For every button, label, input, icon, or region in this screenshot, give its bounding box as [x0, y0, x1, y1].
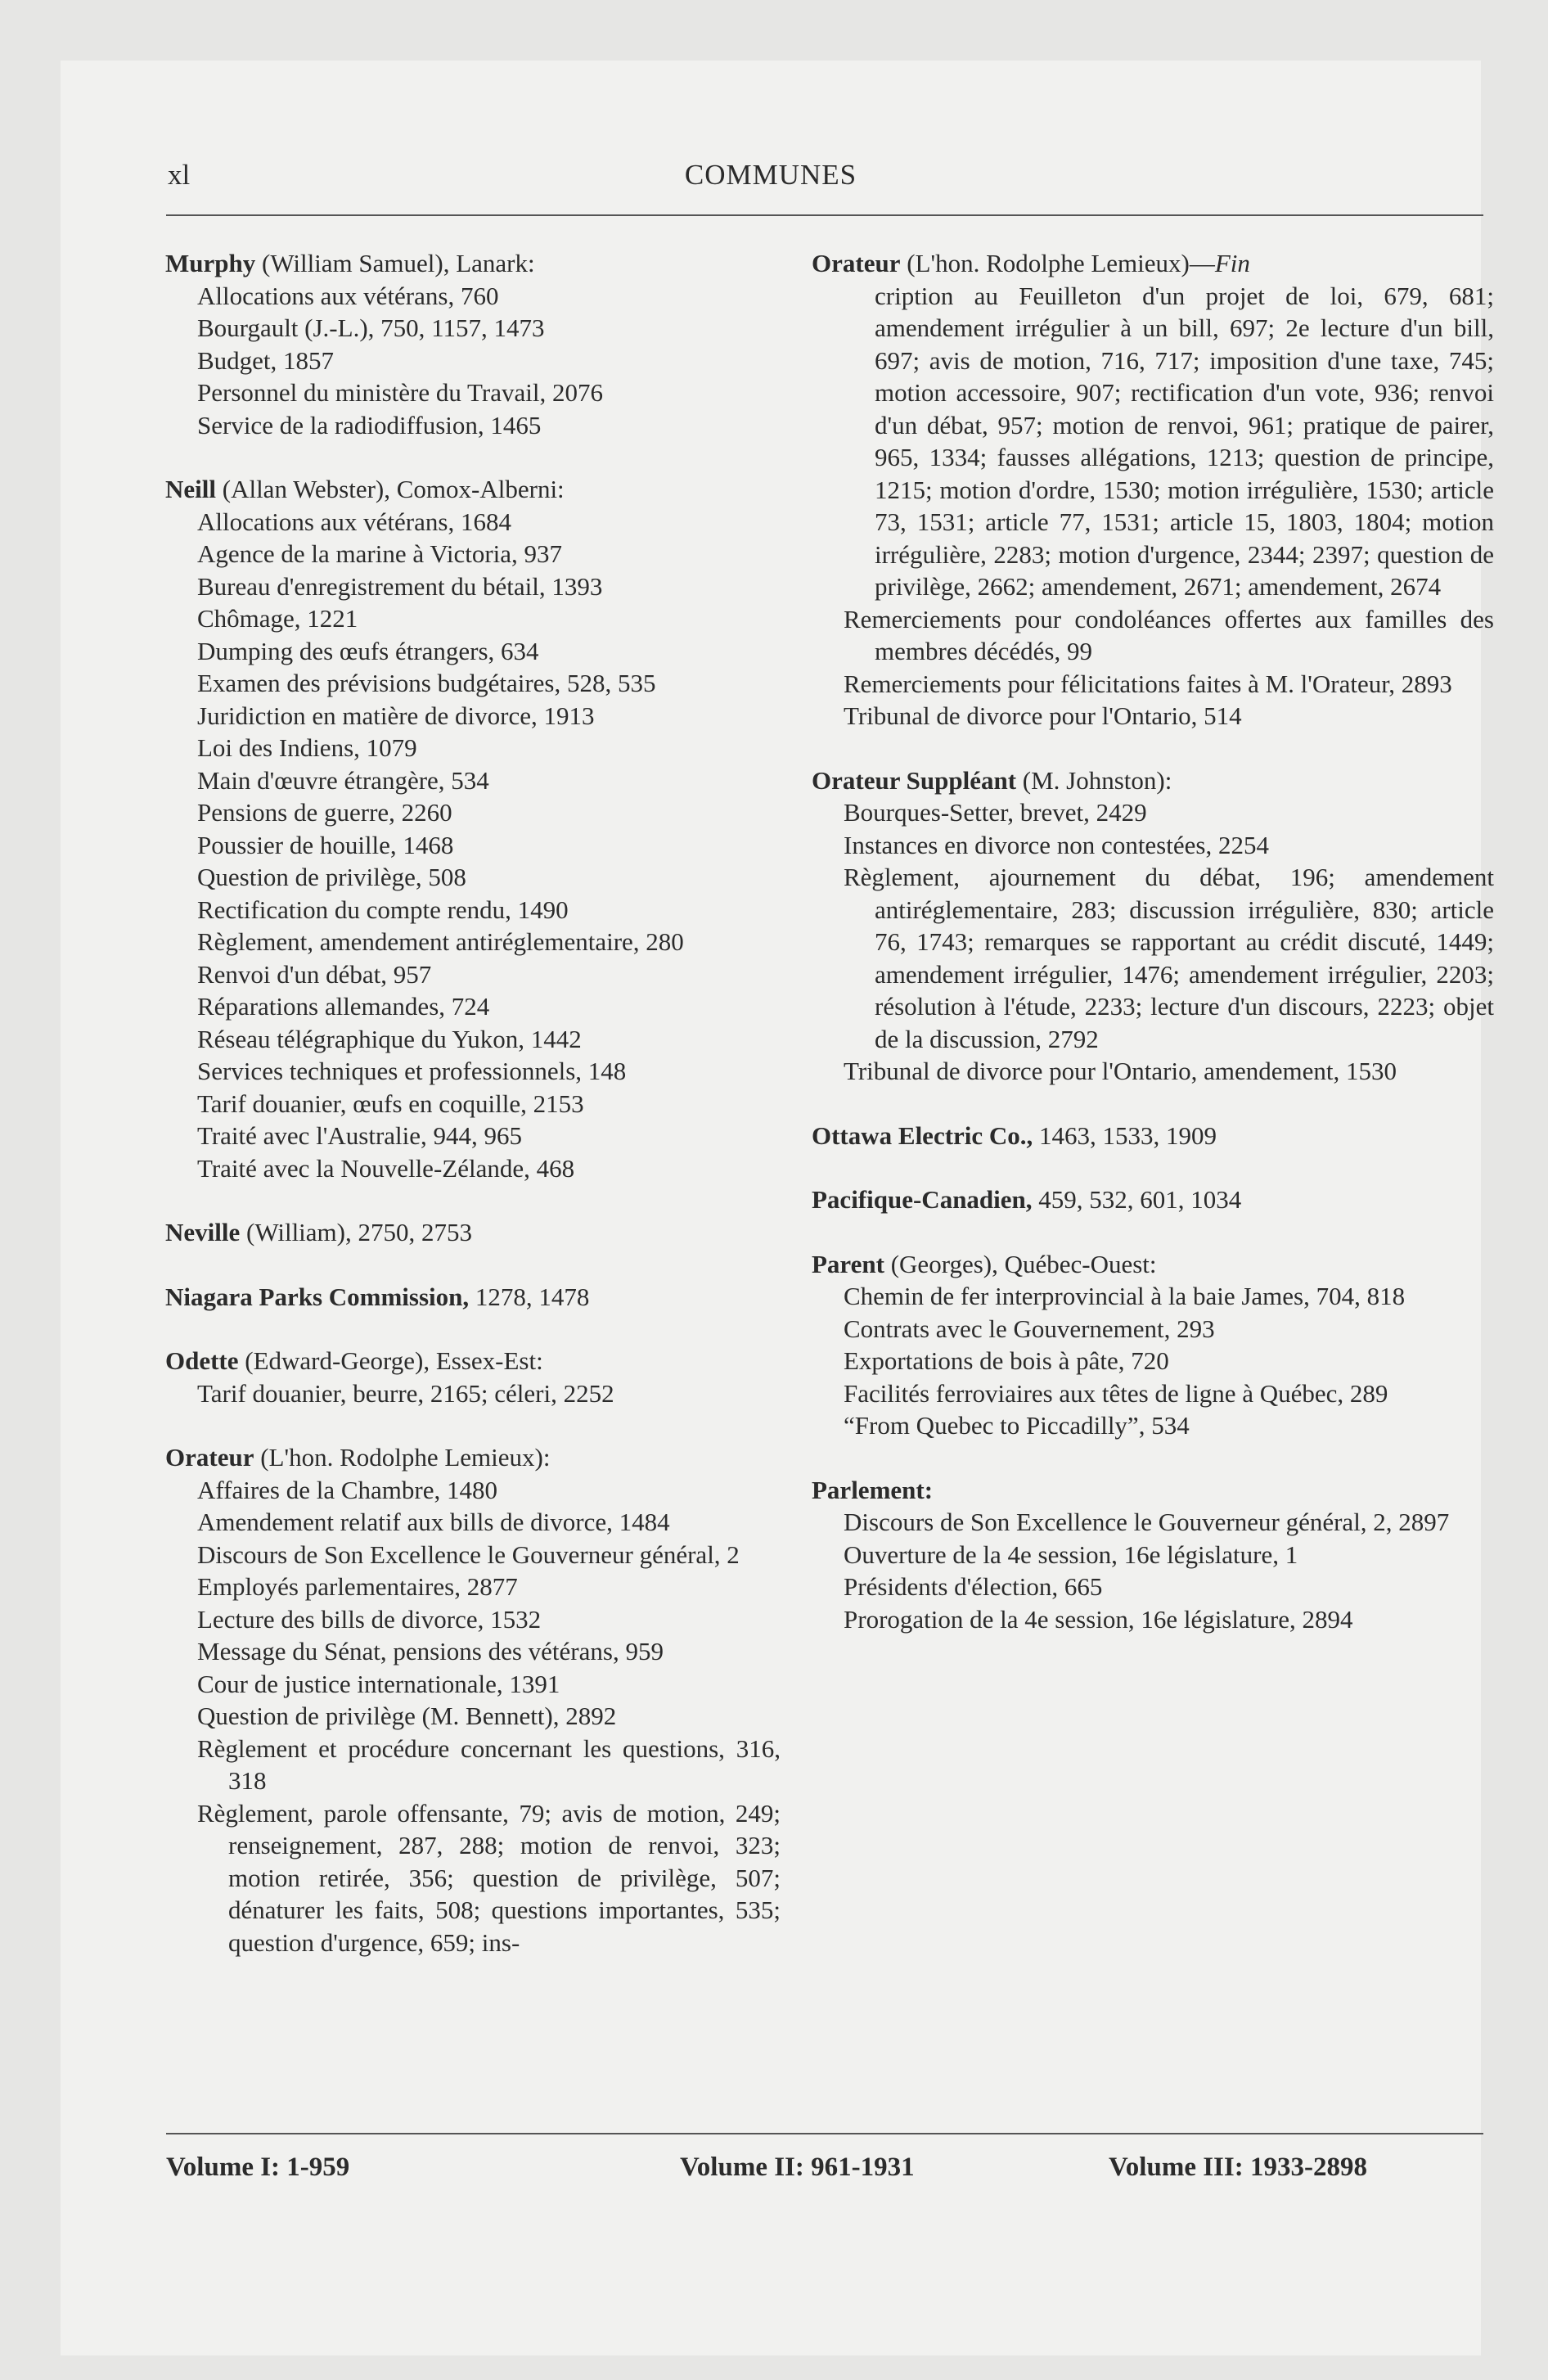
- footer-rule: [166, 2133, 1483, 2134]
- sub-entry: Juridiction en matière de divorce, 1913: [197, 701, 595, 730]
- index-entry: [165, 247, 781, 441]
- sub-entry: Réseau télégraphique du Yukon, 1442: [197, 1024, 582, 1053]
- sub-entry: Bureau d'enregistrement du bétail, 1393: [197, 571, 603, 601]
- sub-entry: Services techniques et professionnels, 148: [197, 1057, 627, 1085]
- sub-entry: Traité avec l'Australie, 944, 965: [197, 1121, 523, 1150]
- sub-entry: Pensions de guerre, 2260: [197, 798, 452, 827]
- sub-entry: Poussier de houille, 1468: [197, 830, 454, 859]
- sub-entry: Chômage, 1221: [197, 604, 358, 633]
- entry-heading: [165, 1281, 781, 1314]
- sub-entry: Question de privilège (M. Bennett), 2892: [197, 1702, 617, 1730]
- entry-heading: [165, 1345, 781, 1377]
- sub-entry: Service de la radiodiffusion, 1465: [197, 410, 542, 439]
- sub-entry: Règlement, amendement antiréglementaire, 280: [197, 927, 684, 956]
- index-entry: [812, 1474, 1494, 1636]
- entry-name: Ottawa Electric Co.,: [812, 1120, 1033, 1150]
- sub-entry: Tarif douanier, œufs en coquille, 2153: [197, 1089, 584, 1118]
- sub-entry: Loi des Indiens, 1079: [197, 733, 417, 762]
- sub-entry: Tribunal de divorce pour l'Ontario, amendement, 1530: [844, 1057, 1397, 1085]
- index-entry: [165, 1441, 781, 1959]
- volume-3-range: Volume III: 1933-2898: [1109, 2152, 1367, 2182]
- sub-entry: Affaires de la Chambre, 1480: [197, 1475, 498, 1504]
- entry-qualifier: (William Samuel), Lanark:: [255, 249, 535, 277]
- entry-qualifier: 459, 532, 601, 1034: [1032, 1185, 1242, 1214]
- sub-entry: cription au Feuilleton d'un projet de loi, 679, 681; amendement irrégulier à un bill, 697; 2e lecture d'un bill, 697; avis de motion, 716, 717; imposition d'une taxe, 745; motion accessoire, 907; rectification d'un vote, 936; renvoi d'un débat, 957; motion de renvoi, 961; pratique de pairer, 965, 1334; fausses allégations, 1213; question de principe, 1215; motion d'ordre, 1530; motion irrégulière, 1530; article 73, 1531; article 77, 1531; article 15, 1803, 1804; motion irrégulière, 2283; motion d'urgence, 2344; 2397; question de privilège, 2662; amendement, 2671; amendement, 2674: [875, 281, 1494, 601]
- entry-name: Pacifique-Canadien,: [812, 1185, 1033, 1214]
- entry-heading: [812, 247, 1494, 280]
- volume-1-range: Volume I: 1-959: [166, 2152, 350, 2182]
- header-rule: [166, 214, 1483, 216]
- index-entry: [165, 1216, 781, 1249]
- sub-entry: Main d'œuvre étrangère, 534: [197, 765, 489, 795]
- sub-entry: Facilités ferroviaires aux têtes de ligne à Québec, 289: [844, 1378, 1388, 1408]
- sub-entry: Budget, 1857: [197, 345, 335, 375]
- page-header: [61, 61, 1481, 257]
- sub-entry: Remerciements pour félicitations faites à M. l'Orateur, 2893: [844, 669, 1452, 698]
- sub-entry: Remerciements pour condoléances offertes aux familles des membres décédés, 99: [844, 604, 1494, 665]
- sub-entry: Message du Sénat, pensions des vétérans, 959: [197, 1637, 664, 1666]
- index-entry: [812, 247, 1494, 732]
- entry-qualifier: (Georges), Québec-Ouest:: [884, 1249, 1157, 1278]
- entry-name: Odette: [165, 1346, 239, 1375]
- entry-heading: [812, 1248, 1494, 1281]
- sub-entry: Discours de Son Excellence le Gouverneur général, 2, 2897: [844, 1508, 1450, 1536]
- sub-entry: Règlement, ajournement du débat, 196; amendement antiréglementaire, 283; discussion irrégulière, 830; article 76, 1743; remarques se rapportant au crédit discuté, 1449; amendement irrégulier, 1476; amendement irrégulier, 2203; résolution à l'étude, 2233; lecture d'un discours, 2223; objet de la discussion, 2792: [844, 863, 1494, 1053]
- entry-heading: [812, 1183, 1494, 1216]
- volume-2-range: Volume II: 961-1931: [680, 2152, 915, 2182]
- sub-entry: Règlement, parole offensante, 79; avis de motion, 249; renseignement, 287, 288; motion de renvoi, 323; motion retirée, 356; question de privilège, 507; dénaturer les faits, 508; questions importantes, 535; question d'urgence, 659; ins-: [197, 1798, 781, 1957]
- entry-name: Parent: [812, 1249, 884, 1278]
- sub-entry: Contrats avec le Gouvernement, 293: [844, 1314, 1215, 1343]
- right-column: [812, 247, 1494, 1667]
- sub-entry: Rectification du compte rendu, 1490: [197, 895, 569, 924]
- sub-entry: Traité avec la Nouvelle-Zélande, 468: [197, 1153, 575, 1183]
- entry-name: Orateur: [812, 249, 901, 277]
- running-head: COMMUNES: [684, 159, 857, 191]
- entry-qualifier: 1463, 1533, 1909: [1033, 1120, 1217, 1150]
- sub-entry: Examen des prévisions budgétaires, 528, 535: [197, 669, 656, 697]
- index-entry: [812, 764, 1494, 1088]
- sub-entry: Réparations allemandes, 724: [197, 992, 490, 1021]
- sub-entry: Agence de la marine à Victoria, 937: [197, 539, 563, 568]
- index-entry: [165, 473, 781, 1184]
- sub-entry: Question de privilège, 508: [197, 863, 466, 891]
- entry-heading: [165, 247, 781, 280]
- entry-qualifier: (William), 2750, 2753: [240, 1218, 472, 1246]
- entry-name: Neville: [165, 1218, 241, 1246]
- sub-entry: Prorogation de la 4e session, 16e législature, 2894: [844, 1604, 1353, 1634]
- index-entry: [812, 1248, 1494, 1442]
- sub-entry: Présidents d'élection, 665: [844, 1572, 1103, 1601]
- sub-entry: Discours de Son Excellence le Gouverneur général, 2: [197, 1539, 740, 1569]
- sub-entry: Allocations aux vétérans, 1684: [197, 507, 511, 536]
- sub-entry: Cour de justice internationale, 1391: [197, 1669, 560, 1698]
- sub-entry: Tarif douanier, beurre, 2165; céleri, 2252: [197, 1378, 614, 1408]
- entry-name: Neill: [165, 475, 216, 503]
- entry-qualifier: (Allan Webster), Comox-Alberni:: [216, 475, 565, 503]
- index-entry: [812, 1120, 1494, 1152]
- sub-entry: Bourgault (J.-L.), 750, 1157, 1473: [197, 313, 545, 342]
- sub-entry: Bourques-Setter, brevet, 2429: [844, 798, 1147, 827]
- sub-entry: Instances en divorce non contestées, 2254: [844, 830, 1269, 859]
- entry-name: Murphy: [165, 249, 256, 277]
- index-entry: [812, 1183, 1494, 1216]
- entry-qualifier: (Edward-George), Essex-Est:: [238, 1346, 543, 1375]
- sub-entry: Allocations aux vétérans, 760: [197, 281, 499, 310]
- sub-entry: Amendement relatif aux bills de divorce, 1484: [197, 1508, 670, 1536]
- entry-continuation-mark: Fin: [1214, 249, 1250, 277]
- sub-entry: Exportations de bois à pâte, 720: [844, 1346, 1169, 1375]
- sub-entry: Chemin de fer interprovincial à la baie James, 704, 818: [844, 1282, 1406, 1310]
- page-number: xl: [168, 159, 191, 191]
- index-page: [61, 61, 1494, 2355]
- sub-entry: Dumping des œufs étrangers, 634: [197, 636, 539, 665]
- left-column: [165, 247, 781, 1959]
- entry-qualifier: 1278, 1478: [469, 1282, 590, 1311]
- sub-entry: Renvoi d'un débat, 957: [197, 959, 432, 989]
- entry-heading: [165, 473, 781, 506]
- sub-entry: “From Quebec to Piccadilly”, 534: [844, 1411, 1190, 1440]
- entry-qualifier: (L'hon. Rodolphe Lemieux)—: [900, 249, 1215, 277]
- entry-heading: [812, 764, 1494, 797]
- index-entry: [165, 1345, 781, 1409]
- entry-qualifier: (M. Johnston):: [1016, 765, 1172, 795]
- index-entry: [165, 1281, 781, 1314]
- entry-name: Parlement:: [812, 1475, 934, 1504]
- entry-qualifier: (L'hon. Rodolphe Lemieux):: [254, 1443, 551, 1472]
- entry-name: Orateur: [165, 1443, 254, 1472]
- sub-entry: Personnel du ministère du Travail, 2076: [197, 378, 603, 407]
- sub-entry: Employés parlementaires, 2877: [197, 1572, 518, 1601]
- entry-name: Orateur Suppléant: [812, 765, 1017, 795]
- sub-entry: Règlement et procédure concernant les questions, 316, 318: [197, 1733, 781, 1795]
- entry-name: Niagara Parks Commission,: [165, 1282, 470, 1311]
- sub-entry: Lecture des bills de divorce, 1532: [197, 1604, 542, 1634]
- entry-heading: [165, 1441, 781, 1474]
- entry-heading: [812, 1120, 1494, 1152]
- sub-entry: Ouverture de la 4e session, 16e législature, 1: [844, 1539, 1298, 1569]
- entry-heading: [165, 1216, 781, 1249]
- sub-entry: Tribunal de divorce pour l'Ontario, 514: [844, 701, 1242, 730]
- entry-heading: [812, 1474, 1494, 1507]
